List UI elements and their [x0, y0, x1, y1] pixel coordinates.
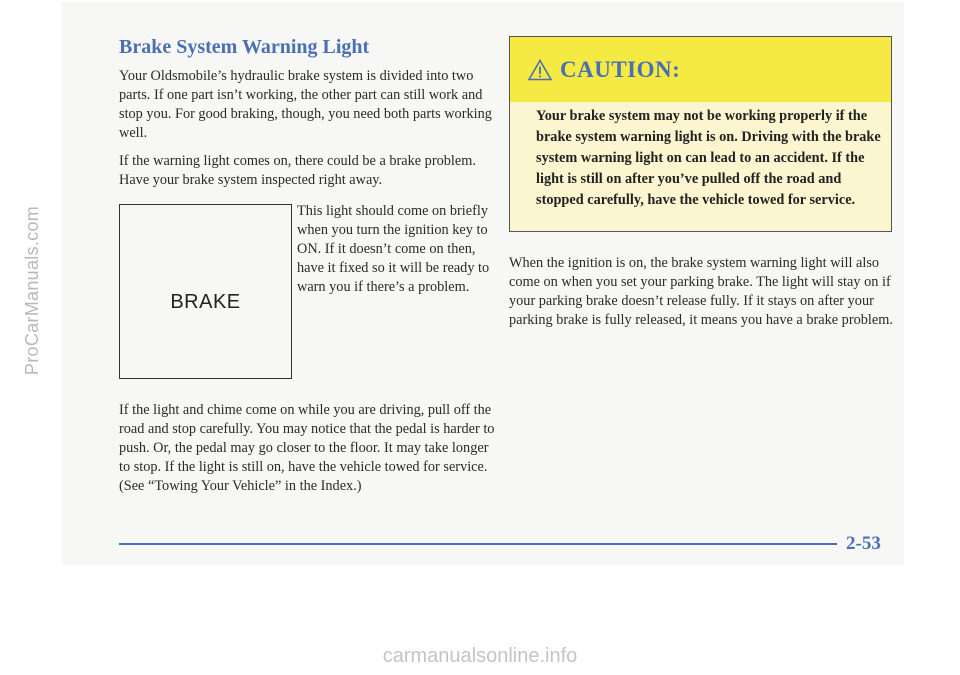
footer-watermark: carmanualsonline.info	[382, 645, 578, 667]
right-column	[509, 36, 893, 330]
footer-rule	[119, 543, 837, 545]
brake-light-description: This light should come on briefly when you turn the ignition key to ON. If it doesn’t come on then, have it fixed so it will be ready to warn you if there’s a problem.	[297, 203, 490, 295]
warning-triangle-icon	[528, 59, 552, 81]
caution-title: CAUTION:	[560, 56, 681, 82]
side-watermark	[18, 60, 48, 520]
brake-light-figure	[119, 202, 499, 380]
section-heading: Brake System Warning Light	[119, 36, 370, 58]
warning-paragraph: If the warning light comes on, there could be a brake problem. Have your brake system inspected right away.	[119, 153, 476, 188]
left-column	[119, 36, 499, 496]
side-watermark-text: ProCarManuals.com	[22, 205, 43, 375]
driving-paragraph: If the light and chime come on while you are driving, pull off the road and stop carefully. You may notice that the pedal is harder to push. Or, the pedal may go closer to the floor. It may take longer to stop. If the light is still on, have the vehicle towed for service. (See “Towing Your Vehicle” in the Index.)	[119, 402, 495, 494]
brake-light-box	[119, 204, 292, 379]
caution-box	[509, 36, 892, 232]
page-number: 2-53	[846, 533, 881, 554]
brake-light-label: BRAKE	[170, 291, 241, 313]
intro-paragraph: Your Oldsmobile’s hydraulic brake system is divided into two parts. If one part isn’t working, the other part can still work and stop you. For good braking, though, you need both parts working well.	[119, 68, 492, 141]
caution-header	[510, 37, 891, 102]
parking-brake-paragraph: When the ignition is on, the brake system warning light will also come on when you set your parking brake. The light will stay on if your parking brake doesn’t release fully. If it stays on after your parking brake is fully released, it means you have a brake problem.	[509, 255, 893, 328]
caution-body: Your brake system may not be working properly if the brake system warning light is on. Driving with the brake system warning light on can lead to an accident. If the light is still on after you’ve pulled off the road and stopped carefully, have the vehicle towed for service.	[536, 108, 881, 208]
